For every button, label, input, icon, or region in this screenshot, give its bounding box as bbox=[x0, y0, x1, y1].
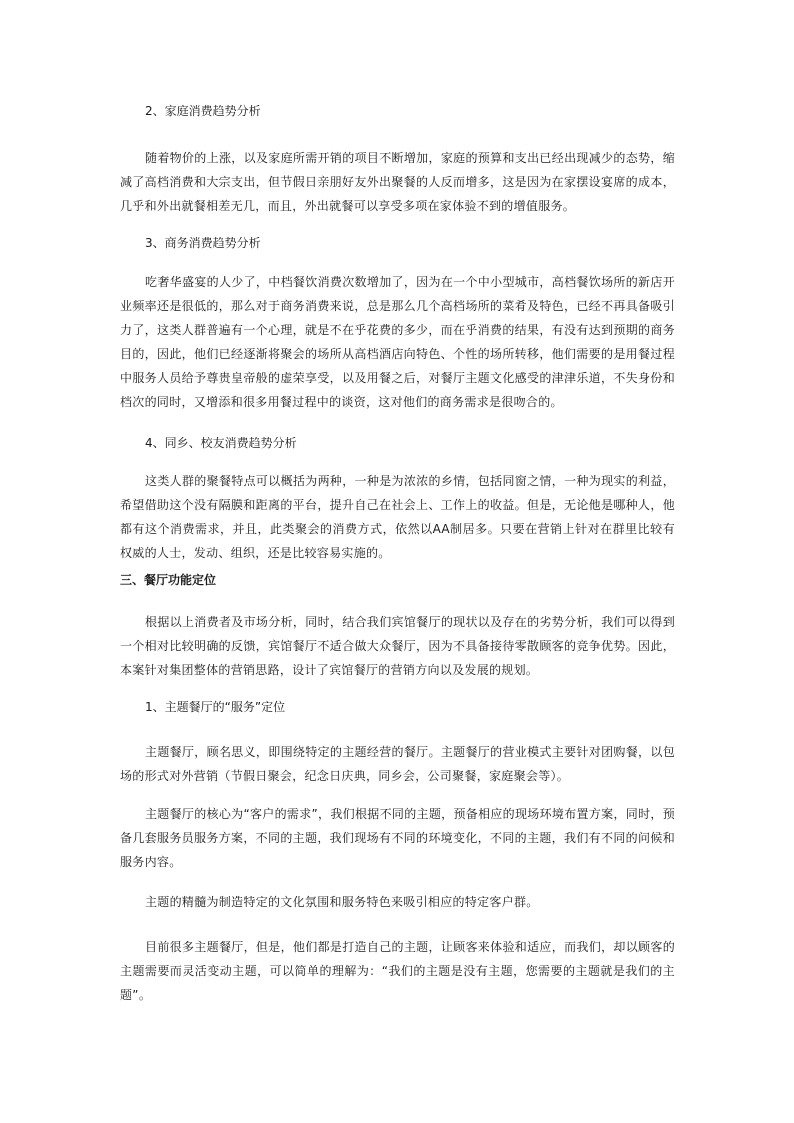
paragraph-theme-flexible: 目前很多主题餐厅，但是，他们都是打造自己的主题，让顾客来体验和适应，而我们，却以顾客的主题需要而灵活变动主题，可以简单的理解为：“我们的主题是没有主题，您需要的主题就是我们的主题”。 bbox=[120, 940, 675, 1002]
section-title-positioning: 三、餐厅功能定位 bbox=[120, 573, 217, 587]
subheading-alumni-trend: 4、同乡、校友消费趋势分析 bbox=[145, 436, 297, 450]
paragraph-family-trend: 随着物价的上涨，以及家庭所需开销的项目不断增加，家庭的预算和支出已经出现减少的态势，缩减了高档消费和大宗支出，但节假日亲朋好友外出聚餐的人反而增多，这是因为在家摆设宴席的成本，几乎和外出就餐相差无几，而且，外出就餐可以享受多项在家体验不到的增值服务。 bbox=[120, 151, 675, 213]
subheading-business-trend: 3、商务消费趋势分析 bbox=[145, 236, 261, 250]
paragraph-business-trend: 吃奢华盛宴的人少了，中档餐饮消费次数增加了，因为在一个中小型城市，高档餐饮场所的新店开业频率还是很低的，那么对于商务消费来说，总是那么几个高档场所的菜肴及特色，已经不再具备吸引力了，这类人群普遍有一个心理，就是不在乎花费的多少，而在乎消费的结果，有没有达到预期的商务目的，因此，他们已经逐渐将聚会的场所从高档酒店向特色、个性的场所转移，他们需要的是用餐过程中服务人员给予尊贵皇帝般的虚荣享受，以及用餐之后，对餐厅主题文化感受的津津乐道，不失身份和档次的同时，又增添和很多用餐过程中的谈资，这对他们的商务需求是很吻合的。 bbox=[120, 275, 675, 409]
paragraph-theme-definition: 主题餐厅，顾名思义，即围绕特定的主题经营的餐厅。主题餐厅的营业模式主要针对团购餐，以包场的形式对外营销（节假日聚会，纪念日庆典，同乡会，公司聚餐，家庭聚会等）。 bbox=[120, 745, 675, 783]
subheading-family-trend: 2、家庭消费趋势分析 bbox=[145, 104, 261, 118]
paragraph-positioning: 根据以上消费者及市场分析，同时，结合我们宾馆餐厅的现状以及存在的劣势分析，我们可以得到一个相对比较明确的反馈，宾馆餐厅不适合做大众餐厅，因为不具备接待零散顾客的竞争优势。因此，本案针对集团整体的营销思路，设计了宾馆餐厅的营销方向以及发展的规划。 bbox=[120, 615, 675, 677]
paragraph-theme-essence: 主题的精髓为制造特定的文化氛围和服务特色来吸引相应的特定客户群。 bbox=[145, 895, 539, 909]
paragraph-theme-core: 主题餐厅的核心为“客户的需求”，我们根据不同的主题，预备相应的现场环境布置方案，同时，预备几套服务员服务方案，不同的主题，我们现场有不同的环境变化，不同的主题，我们有不同的问候和服务内容。 bbox=[120, 807, 675, 869]
paragraph-alumni-trend: 这类人群的聚餐特点可以概括为两种，一种是为浓浓的乡情，包括同窗之情，一种为现实的利益，希望借助这个没有隔膜和距离的平台，提升自己在社会上、工作上的收益。但是，无论他是哪种人，他都有这个消费需求，并且，此类聚会的消费方式，依然以AA制居多。只要在营销上针对在群里比较有权威的人士，发动、组织，还是比较容易实施的。 bbox=[120, 474, 675, 560]
subheading-service-positioning: 1、主题餐厅的“服务”定位 bbox=[145, 700, 286, 714]
